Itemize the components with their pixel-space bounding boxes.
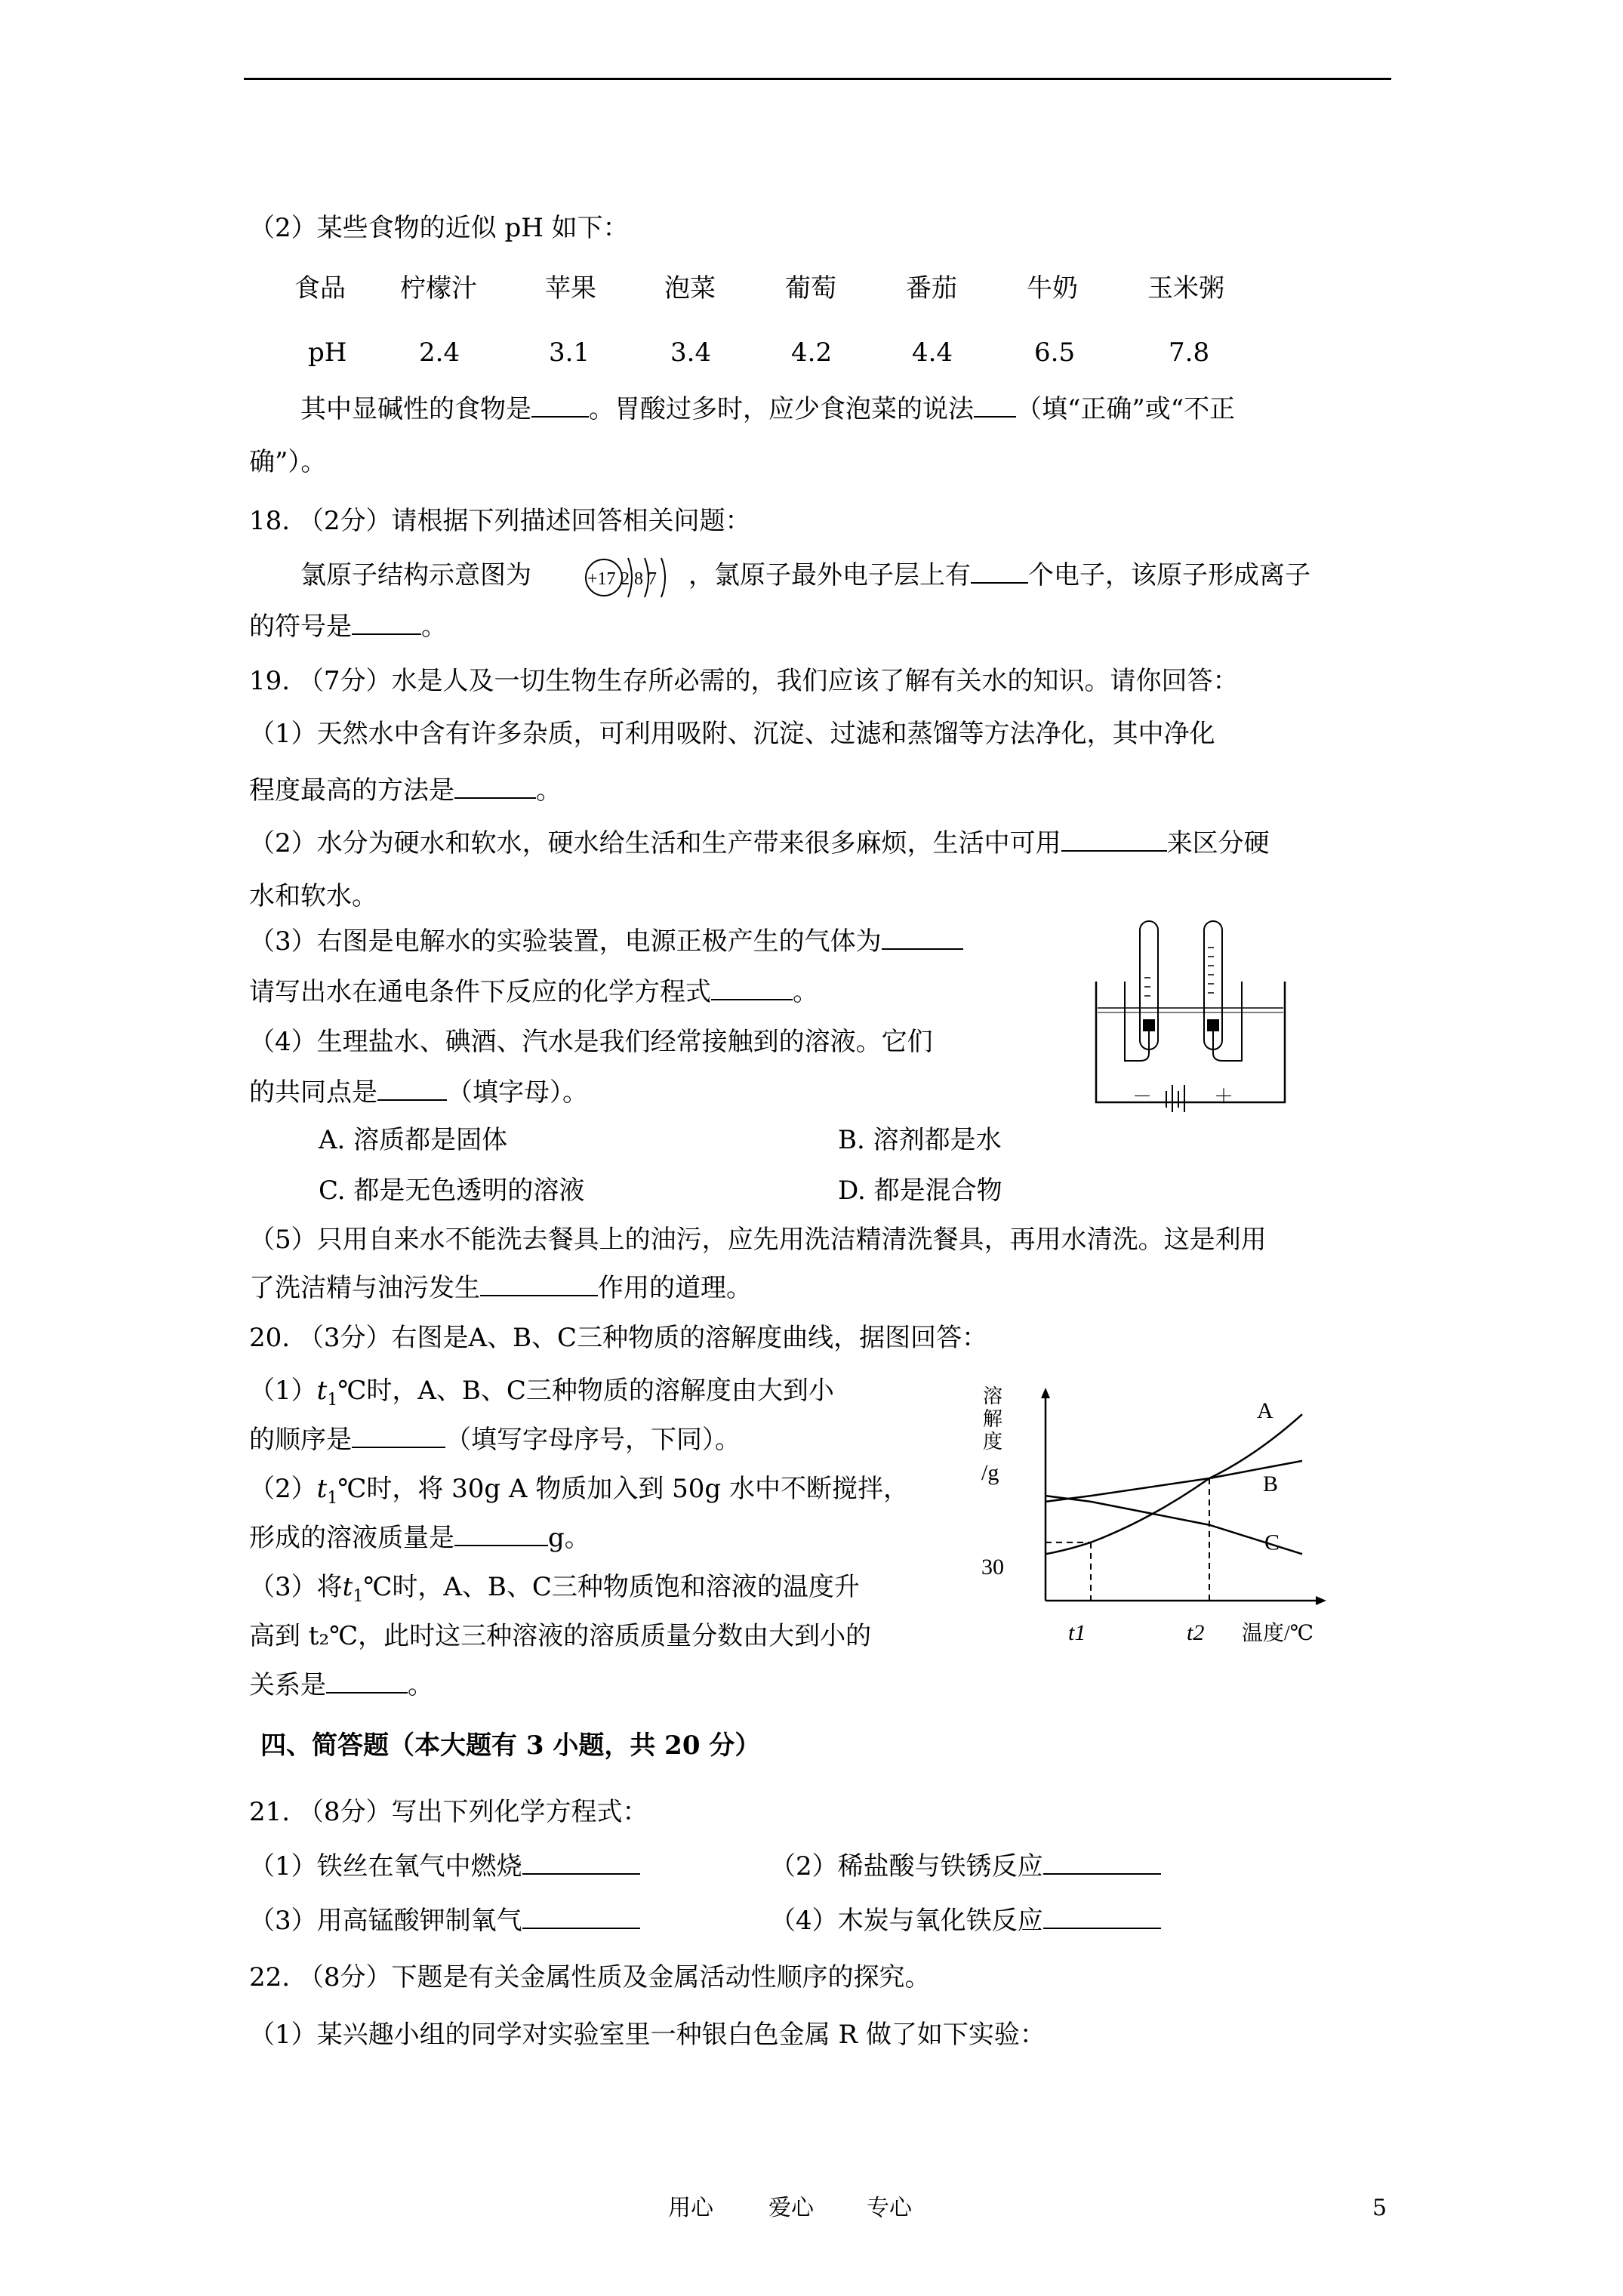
series-label-C: C bbox=[1264, 1530, 1280, 1555]
q19-text: 来区分硬 bbox=[1166, 828, 1270, 858]
food-cell: 牛奶 bbox=[1027, 273, 1078, 304]
solubility-chart bbox=[966, 1382, 1329, 1661]
ph-cell: 4.2 bbox=[791, 337, 833, 368]
q21-text: （3）用高锰酸钾制氧气 bbox=[249, 1906, 522, 1936]
nucleus-charge: +17 bbox=[587, 569, 616, 589]
q21-item-1 bbox=[249, 1850, 640, 1883]
answer-blank[interactable] bbox=[971, 559, 1028, 584]
q20-text: ℃时，将 30g A 物质加入到 50g 水中不断搅拌， bbox=[337, 1474, 909, 1504]
q18-text: 。 bbox=[421, 612, 447, 642]
y-axis-label-char: 度 bbox=[983, 1431, 1003, 1453]
answer-blank[interactable] bbox=[531, 393, 589, 418]
q20-p2-line1 bbox=[249, 1472, 909, 1515]
q19-option-a: A. 溶质都是固体 bbox=[319, 1125, 508, 1155]
t1-subscript: 1 bbox=[353, 1586, 364, 1606]
q19-text: （填字母）。 bbox=[447, 1077, 588, 1108]
series-label-B: B bbox=[1263, 1471, 1279, 1496]
ph-cell: 3.4 bbox=[670, 337, 712, 368]
answer-blank[interactable] bbox=[1043, 1851, 1161, 1875]
t1-symbol: t bbox=[342, 1572, 353, 1602]
food-cell: 葡萄 bbox=[785, 273, 836, 304]
series-label-A: A bbox=[1257, 1398, 1273, 1424]
ph-cell: 6.5 bbox=[1034, 337, 1076, 368]
ph-table-ph-label: pH bbox=[308, 337, 347, 368]
food-cell: 苹果 bbox=[545, 273, 596, 304]
q20-text: 。 bbox=[408, 1670, 433, 1700]
q20-text: ℃时，A、B、C三种物质饱和溶液的温度升 bbox=[363, 1572, 860, 1602]
answer-blank[interactable] bbox=[974, 393, 1016, 418]
q20-p3-line1 bbox=[249, 1570, 860, 1613]
answer-blank[interactable] bbox=[454, 775, 536, 799]
q19-text: 的共同点是 bbox=[249, 1077, 377, 1108]
food-cell: 番茄 bbox=[906, 273, 957, 304]
q21-title: 21. （8分）写出下列化学方程式： bbox=[249, 1797, 648, 1827]
q19-p1-line1: （1）天然水中含有许多杂质，可利用吸附、沉淀、过滤和蒸馏等方法净化，其中净化 bbox=[249, 719, 1215, 749]
header-rule bbox=[244, 78, 1391, 80]
q18-line-2 bbox=[249, 610, 447, 643]
q19-text: （3）右图是电解水的实验装置，电源正极产生的气体为 bbox=[249, 926, 882, 957]
q19-text: 了洗洁精与油污发生 bbox=[249, 1273, 480, 1303]
q17-text: 。胃酸过多时，应少食泡菜的说法 bbox=[589, 394, 974, 424]
q19-option-c: C. 都是无色透明的溶液 bbox=[319, 1176, 585, 1206]
x-axis-arrow bbox=[1316, 1596, 1326, 1605]
x-tick-label: t1 bbox=[1068, 1620, 1086, 1645]
q20-p3-line2: 高到 t₂℃，此时这三种溶液的溶质质量分数由大到小的 bbox=[249, 1621, 872, 1651]
q19-p2-line1 bbox=[249, 827, 1270, 860]
y-axis-label-char: 溶 bbox=[983, 1385, 1003, 1407]
t1-symbol: t bbox=[316, 1474, 328, 1504]
electrolysis-apparatus bbox=[1087, 910, 1298, 1114]
negative-terminal-label: － bbox=[1132, 1086, 1153, 1108]
q20-text: 关系是 bbox=[249, 1670, 326, 1700]
food-cell: 泡菜 bbox=[664, 273, 716, 304]
t1-symbol: t bbox=[316, 1376, 328, 1406]
answer-blank[interactable] bbox=[377, 1077, 447, 1101]
q19-p3-line1 bbox=[249, 925, 963, 958]
solubility-curves bbox=[1046, 1398, 1302, 1601]
q17-text: （填“正确”或“不正 bbox=[1016, 394, 1236, 424]
food-cell: 玉米粥 bbox=[1147, 273, 1224, 304]
q20-p1-line1 bbox=[249, 1374, 834, 1417]
q19-p1-line2 bbox=[249, 774, 562, 807]
answer-blank[interactable] bbox=[711, 976, 793, 1000]
q18-text: ，氯原子最外电子层上有 bbox=[688, 560, 971, 590]
section-4-title: 四、简答题（本大题有 3 小题，共 20 分） bbox=[260, 1730, 761, 1761]
q22-title: 22. （8分）下题是有关金属性质及金属活动性顺序的探究。 bbox=[249, 1962, 931, 1992]
q21-item-4 bbox=[770, 1904, 1161, 1937]
q17-text: 其中显碱性的食物是 bbox=[300, 394, 531, 424]
ph-cell: 4.4 bbox=[912, 337, 953, 368]
q20-text: （1） bbox=[249, 1376, 317, 1406]
footer-mid: 爱心 bbox=[768, 2195, 814, 2221]
q21-text: （1）铁丝在氧气中燃烧 bbox=[249, 1851, 522, 1881]
q20-text: ℃时，A、B、C三种物质的溶解度由大到小 bbox=[337, 1376, 834, 1406]
q19-text: 作用的道理。 bbox=[598, 1273, 752, 1303]
q18-text: 的符号是 bbox=[249, 612, 352, 642]
q21-text: （2）稀盐酸与铁锈反应 bbox=[770, 1851, 1043, 1881]
q20-text: （填写字母序号，下同）。 bbox=[445, 1425, 741, 1455]
y-axis-arrow bbox=[1041, 1388, 1050, 1398]
q17-answer-line bbox=[300, 393, 1235, 426]
answer-blank[interactable] bbox=[1043, 1905, 1161, 1929]
y-axis-label-unit: /g bbox=[981, 1460, 999, 1485]
q20-text: 形成的溶液质量是 bbox=[249, 1523, 454, 1553]
q22-p1: （1）某兴趣小组的同学对实验室里一种银白色金属 R 做了如下实验： bbox=[249, 2020, 1046, 2050]
answer-blank[interactable] bbox=[522, 1905, 640, 1929]
q19-p5-line2 bbox=[249, 1271, 752, 1305]
q20-text: g。 bbox=[548, 1523, 590, 1553]
q19-p4-line1: （4）生理盐水、碘酒、汽水是我们经常接触到的溶液。它们 bbox=[249, 1027, 933, 1057]
q18-text: 个电子，该原子形成离子 bbox=[1028, 560, 1310, 590]
answer-blank[interactable] bbox=[454, 1522, 548, 1546]
q19-text: 请写出水在通电条件下反应的化学方程式 bbox=[249, 977, 711, 1007]
footer-left: 用心 bbox=[668, 2195, 713, 2221]
q18-text: 氯原子结构示意图为 bbox=[300, 560, 531, 590]
q19-text: 程度最高的方法是 bbox=[249, 775, 454, 806]
q18-title: 18. （2分）请根据下列描述回答相关问题： bbox=[249, 506, 751, 536]
chlorine-atom-diagram bbox=[581, 547, 679, 608]
ph-cell: 7.8 bbox=[1169, 337, 1210, 368]
ph-cell: 2.4 bbox=[419, 337, 460, 368]
q21-item-2 bbox=[770, 1850, 1161, 1883]
q19-p4-line2 bbox=[249, 1076, 588, 1109]
q19-title: 19. （7分）水是人及一切生物生存所必需的，我们应该了解有关水的知识。请你回答： bbox=[249, 666, 1239, 696]
y-axis-label-char: 解 bbox=[983, 1408, 1003, 1430]
q20-p3-line3 bbox=[249, 1669, 433, 1702]
q19-option-b: B. 溶剂都是水 bbox=[838, 1125, 1002, 1155]
footer-right: 专心 bbox=[867, 2195, 912, 2221]
q19-p5-line1: （5）只用自来水不能洗去餐具上的油污，应先用洗洁精清洗餐具，再用水清洗。这是利用 bbox=[249, 1225, 1267, 1255]
q20-p2-line2 bbox=[249, 1521, 590, 1555]
q17-intro: （2）某些食物的近似 pH 如下： bbox=[249, 213, 629, 243]
answer-blank[interactable] bbox=[882, 926, 963, 950]
q20-text: （3）将 bbox=[249, 1572, 343, 1602]
y-axis-label bbox=[981, 1385, 1002, 1485]
q19-text: 。 bbox=[793, 977, 818, 1007]
q20-text: 的顺序是 bbox=[249, 1425, 352, 1455]
q19-text: 。 bbox=[536, 775, 562, 806]
q17-answer-line-2: 确”）。 bbox=[249, 447, 327, 477]
q19-text: （2）水分为硬水和软水，硬水给生活和生产带来很多麻烦，生活中可用 bbox=[249, 828, 1061, 858]
q21-item-3 bbox=[249, 1904, 640, 1937]
answer-blank[interactable] bbox=[480, 1272, 598, 1296]
answer-blank[interactable] bbox=[1061, 827, 1167, 852]
x-axis-label: 温度/℃ bbox=[1242, 1622, 1314, 1645]
q18-line-1b bbox=[688, 559, 1310, 592]
q19-p2-line2: 水和软水。 bbox=[249, 881, 377, 911]
electron-shells: 2 8 7 bbox=[621, 569, 657, 589]
q19-option-d: D. 都是混合物 bbox=[838, 1176, 1002, 1206]
q18-line-1 bbox=[300, 559, 531, 592]
positive-terminal-label: ＋ bbox=[1214, 1086, 1234, 1108]
q21-text: （4）木炭与氧化铁反应 bbox=[770, 1906, 1043, 1936]
q20-p1-line2 bbox=[249, 1423, 741, 1456]
ph-table-header-label: 食品 bbox=[294, 273, 346, 304]
t1-subscript: 1 bbox=[327, 1390, 338, 1410]
x-tick-label: t2 bbox=[1187, 1620, 1205, 1645]
y-tick-label: 30 bbox=[981, 1555, 1004, 1579]
food-cell: 柠檬汁 bbox=[400, 273, 477, 304]
left-electrode bbox=[1143, 1019, 1155, 1031]
answer-blank[interactable] bbox=[352, 1424, 445, 1448]
answer-blank[interactable] bbox=[352, 611, 421, 635]
ph-cell: 3.1 bbox=[549, 337, 590, 368]
q19-p3-line2 bbox=[249, 975, 818, 1009]
electron-shell-arc bbox=[661, 558, 665, 597]
q20-text: （2） bbox=[249, 1474, 317, 1504]
answer-blank[interactable] bbox=[522, 1851, 640, 1875]
page-number: 5 bbox=[1372, 2195, 1387, 2221]
q20-title: 20. （3分）右图是A、B、C三种物质的溶解度曲线，据图回答： bbox=[249, 1323, 988, 1353]
right-electrode bbox=[1207, 1019, 1219, 1031]
t1-subscript: 1 bbox=[327, 1488, 338, 1508]
answer-blank[interactable] bbox=[326, 1669, 408, 1693]
